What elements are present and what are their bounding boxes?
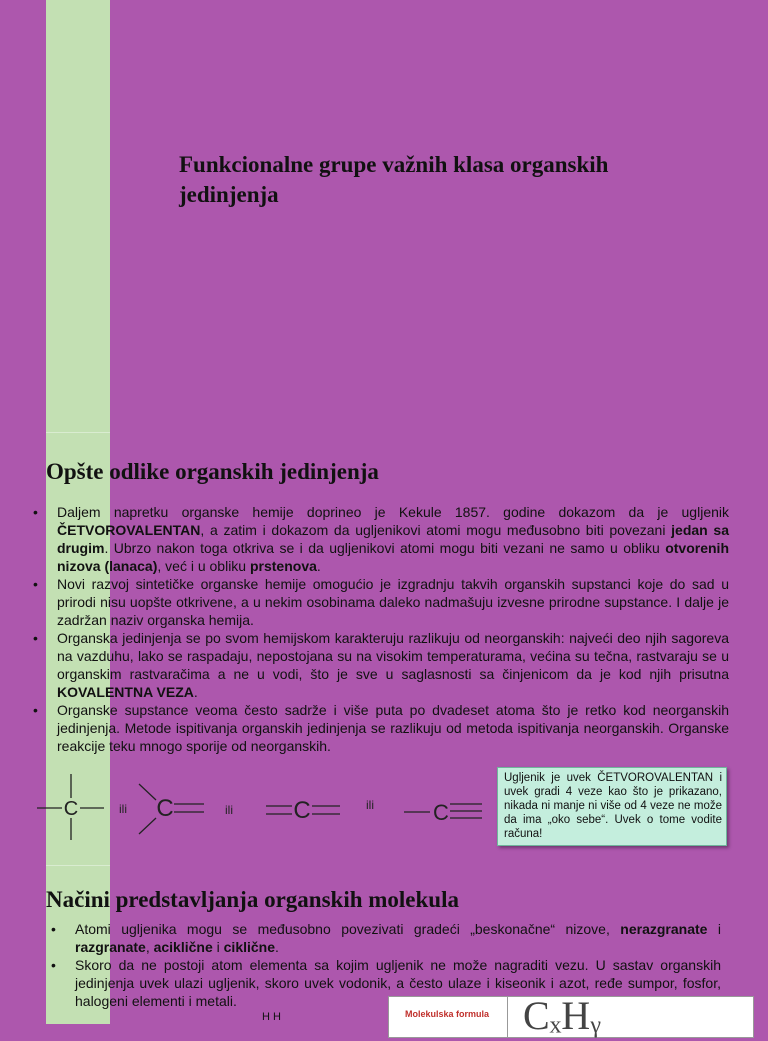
slide-divider xyxy=(46,432,110,433)
slide-divider xyxy=(46,865,110,866)
formula-card xyxy=(388,993,754,1038)
emphasis: aciklične xyxy=(153,939,213,955)
carbon-atom: C xyxy=(433,800,449,825)
emphasis: KOVALENTNA VEZA xyxy=(57,684,194,700)
carbon-atom: C xyxy=(63,798,79,820)
card-divider xyxy=(507,997,508,1037)
emphasis: prstenova xyxy=(249,558,317,574)
list-item: • Organska jedinjenja se po svom hemijskom karakteruju razlikuju od neorganskih: najveći deo njih sagoreva na vazduhu, lako se raspadaju, nepostojana su na visokim temperaturama, većina su tečna, rastvaraju se u organskim rastvaračima a ne u vodi, što je sve u saglasnosti sa činjenicom da je kod njih prisutna KOVALENTNA VEZA. xyxy=(57,629,729,701)
card-label: Molekulska formula xyxy=(405,1009,490,1019)
bond-line xyxy=(139,784,156,800)
note-callout: Ugljenik je uvek ČETVOROVALENTAN i uvek gradi 4 veze kao što je prikazano, nikada ni manje ni više od 4 veze ne može da ima „oko sebe“. Uvek o tome vodite računa! xyxy=(497,767,727,846)
or-label: ili xyxy=(366,798,374,812)
emphasis: nerazgranate xyxy=(620,921,708,937)
emphasis: jedan sa drugim xyxy=(57,522,729,556)
emphasis: otvorenih nizova (lanaca) xyxy=(57,540,729,574)
slide-title: Funkcionalne grupe važnih klasa organskih jedinjenja xyxy=(179,152,609,207)
or-label: ili xyxy=(119,802,127,816)
carbon-atom: C xyxy=(293,797,311,824)
section-heading: Opšte odlike organskih jedinjenja xyxy=(46,459,379,484)
molecular-formula: CₓHᵧ xyxy=(523,993,601,1038)
structure-fragment: H H xyxy=(262,1011,281,1023)
list-item: • Atomi ugljenika mogu se međusobno povezivati gradeći „beskonačne“ nizove, nerazgranate i razgranate, aciklične i ciklične. xyxy=(75,920,721,956)
carbon-bond-diagram xyxy=(30,766,490,846)
section-heading: Načini predstavljanja organskih molekula xyxy=(46,887,459,912)
list-item: • Novi razvoj sintetičke organske hemije omogućio je izgradnju takvih organskih supstanci koje do sad u prirodi nisu uopšte otkrivene, a u nekim osobinama daleko nadmašuju izvesne prirodne supstance. I dalje je zadržan naziv organska hemija. xyxy=(57,575,729,629)
emphasis: ČETVOROVALENTAN xyxy=(57,522,201,538)
list-item: • Organske supstance veoma često sadrže i više puta po dvadeset atoma što je retko kod neorganskih jedinjenja. Metode ispitivanja organskih jedinjenja se razlikuju od metoda ispitivanja neorganskih. Organske reakcije teku mnogo sporije od neorganskih. xyxy=(57,701,729,755)
bullet-list xyxy=(57,503,729,755)
list-item: • Skoro da ne postoji atom elementa sa kojim ugljenik ne može nagraditi vezu. U sastav organskih jedinjenja uvek ulazi ugljenik, skoro uvek vodonik, a često ulaze i kiseonik i azot, ređe sumpor, fosfor, halogeni elementi i metali. xyxy=(75,956,721,1010)
emphasis: ciklične xyxy=(223,939,276,955)
bond-line xyxy=(139,818,156,834)
list-item: • Daljem napretku organske hemije doprineo je Kekule 1857. godine dokazom da je ugljenik ČETVOROVALENTAN, a zatim i dokazom da ugljenikovi atomi mogu međusobno biti povezani jedan sa drugim. Ubrzo nakon toga otkriva se i da ugljenikovi atomi mogu biti vezani ne samo u obliku otvorenih nizova (lanaca), već i u obliku prstenova. xyxy=(57,503,729,575)
or-label: ili xyxy=(225,803,233,817)
carbon-atom: C xyxy=(156,795,174,822)
emphasis: razgranate xyxy=(75,939,146,955)
